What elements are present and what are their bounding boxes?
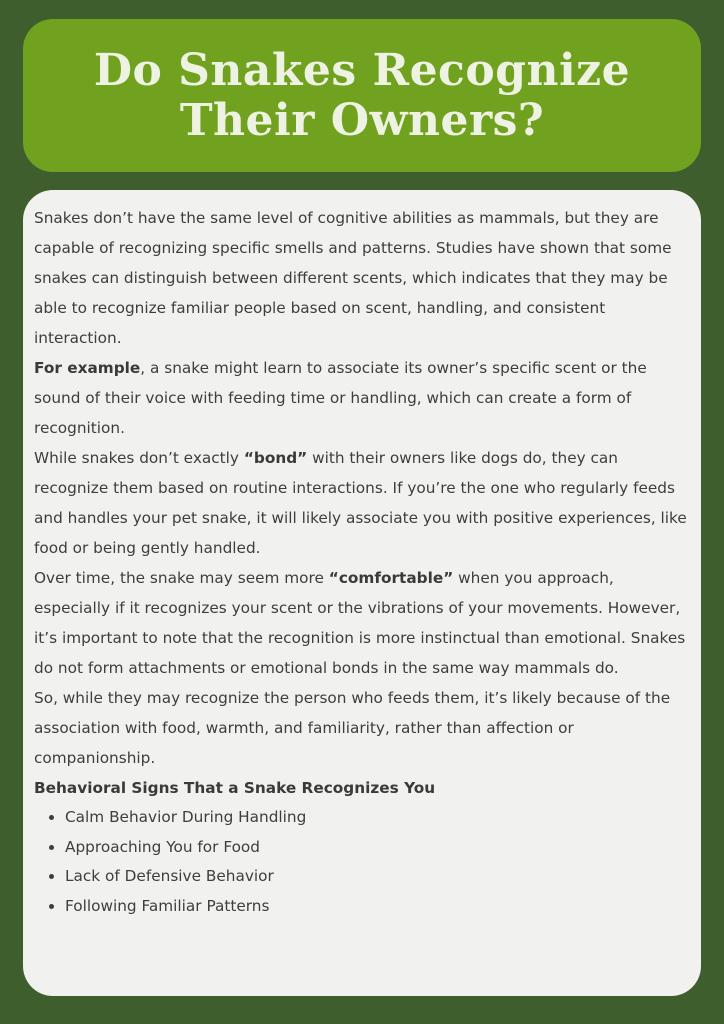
title-banner bbox=[23, 19, 701, 172]
bond-text-before: While snakes don’t exactly bbox=[34, 449, 244, 467]
list-item: • Approaching You for Food bbox=[65, 833, 689, 863]
page-title bbox=[62, 46, 662, 146]
list-item: • Following Familiar Patterns bbox=[65, 892, 689, 922]
bond-emphasis: “bond” bbox=[243, 449, 308, 467]
example-paragraph bbox=[34, 353, 689, 443]
intro-paragraph: Snakes don’t have the same level of cognitive abilities as mammals, but they are capable of recognizing specific smells and patterns. Studies have shown that some snakes can distinguish between different scents, which indicates that they may be able to recognize familiar people based on scent, handling, and consistent interaction. bbox=[34, 209, 672, 347]
list-item: • Lack of Defensive Behavior bbox=[65, 862, 689, 892]
comfort-paragraph bbox=[34, 563, 689, 683]
example-text: , a snake might learn to associate its owner’s specific scent or the sound of their voice with feeding time or handling, which can create a form of recognition. bbox=[34, 359, 647, 437]
signs-list bbox=[34, 803, 689, 921]
page-title-line-2: Their Owners? bbox=[179, 94, 545, 146]
example-lead: For example bbox=[34, 359, 141, 377]
comfort-text-after: when you approach, especially if it recognizes your scent or the vibrations of your movements. However, it’s important to note that the recognition is more instinctual than emotional. Snakes do not form attachments or emotional bonds in the same way mammals do. bbox=[34, 569, 686, 677]
summary-paragraph: So, while they may recognize the person who feeds them, it’s likely because of the association with food, warmth, and familiarity, rather than affection or companionship. bbox=[34, 689, 671, 767]
comfort-text-before: Over time, the snake may seem more bbox=[34, 569, 329, 587]
article-body bbox=[23, 190, 701, 996]
comfort-emphasis: “comfortable” bbox=[328, 569, 454, 587]
bond-paragraph bbox=[34, 443, 689, 563]
page-title-line-1: Do Snakes Recognize bbox=[93, 44, 631, 96]
bond-text-after: with their owners like dogs do, they can recognize them based on routine interactions. If you’re the one who regularly feeds and handles your pet snake, it will likely associate you with positive experiences, like food or being gently handled. bbox=[34, 449, 687, 557]
signs-heading: Behavioral Signs That a Snake Recognizes You bbox=[34, 779, 436, 797]
list-item: • Calm Behavior During Handling bbox=[65, 803, 689, 833]
